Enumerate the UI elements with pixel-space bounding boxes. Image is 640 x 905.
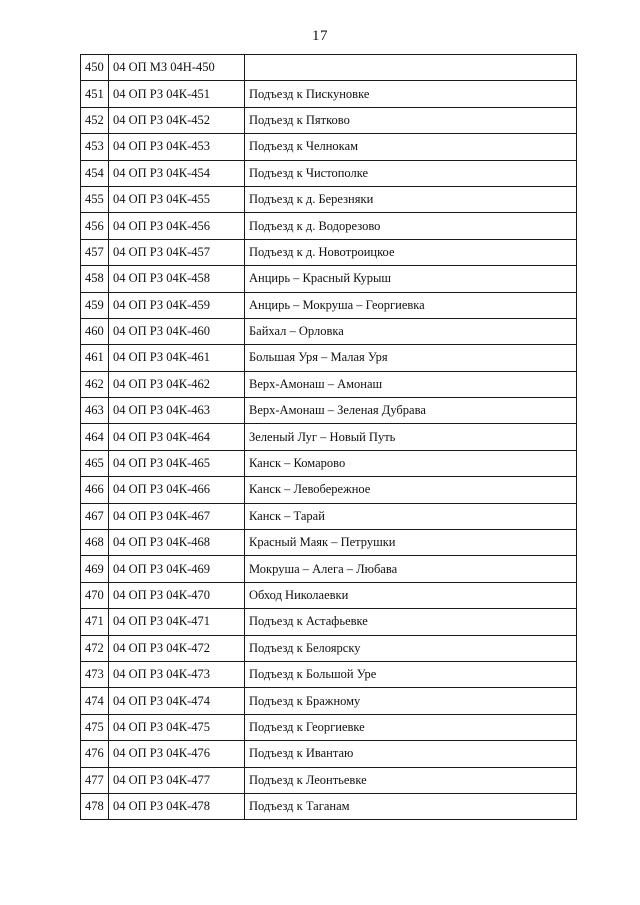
row-number-cell: 458 [81, 266, 109, 292]
roads-table-body [81, 55, 577, 820]
row-number-cell: 473 [81, 661, 109, 687]
table-row [81, 398, 577, 424]
road-code-cell: 04 ОП РЗ 04К-470 [109, 582, 245, 608]
road-name-cell: Подъезд к д. Березняки [245, 186, 577, 212]
road-code-cell: 04 ОП РЗ 04К-463 [109, 398, 245, 424]
row-number-cell: 462 [81, 371, 109, 397]
row-number-cell: 463 [81, 398, 109, 424]
road-name-cell: Обход Николаевки [245, 582, 577, 608]
row-number-cell: 478 [81, 793, 109, 819]
road-name-cell: Подъезд к Пискуновке [245, 81, 577, 107]
road-name-cell: Красный Маяк – Петрушки [245, 530, 577, 556]
road-code-cell: 04 ОП РЗ 04К-461 [109, 345, 245, 371]
road-name-cell: Подъезд к Бражному [245, 688, 577, 714]
road-name-cell [245, 55, 577, 81]
road-name-cell: Канск – Комарово [245, 450, 577, 476]
row-number-cell: 477 [81, 767, 109, 793]
road-code-cell: 04 ОП РЗ 04К-468 [109, 530, 245, 556]
road-code-cell: 04 ОП РЗ 04К-454 [109, 160, 245, 186]
road-name-cell: Верх-Амонаш – Амонаш [245, 371, 577, 397]
road-code-cell: 04 ОП РЗ 04К-460 [109, 318, 245, 344]
road-code-cell: 04 ОП РЗ 04К-469 [109, 556, 245, 582]
table-row [81, 741, 577, 767]
table-row [81, 688, 577, 714]
road-code-cell: 04 ОП РЗ 04К-476 [109, 741, 245, 767]
road-code-cell: 04 ОП РЗ 04К-455 [109, 186, 245, 212]
road-name-cell: Подъезд к Георгиевке [245, 714, 577, 740]
road-name-cell: Подъезд к Большой Уре [245, 661, 577, 687]
road-code-cell: 04 ОП РЗ 04К-465 [109, 450, 245, 476]
road-code-cell: 04 ОП МЗ 04Н-450 [109, 55, 245, 81]
row-number-cell: 453 [81, 134, 109, 160]
road-code-cell: 04 ОП РЗ 04К-458 [109, 266, 245, 292]
row-number-cell: 461 [81, 345, 109, 371]
row-number-cell: 454 [81, 160, 109, 186]
table-row [81, 477, 577, 503]
row-number-cell: 457 [81, 239, 109, 265]
table-row [81, 292, 577, 318]
row-number-cell: 466 [81, 477, 109, 503]
road-name-cell: Подъезд к Таганам [245, 793, 577, 819]
row-number-cell: 476 [81, 741, 109, 767]
road-name-cell: Мокруша – Алега – Любава [245, 556, 577, 582]
road-code-cell: 04 ОП РЗ 04К-452 [109, 107, 245, 133]
road-name-cell: Анцирь – Мокруша – Георгиевка [245, 292, 577, 318]
row-number-cell: 468 [81, 530, 109, 556]
road-name-cell: Подъезд к Астафьевке [245, 609, 577, 635]
road-code-cell: 04 ОП РЗ 04К-453 [109, 134, 245, 160]
road-name-cell: Подъезд к Пятково [245, 107, 577, 133]
table-row [81, 767, 577, 793]
road-code-cell: 04 ОП РЗ 04К-464 [109, 424, 245, 450]
row-number-cell: 470 [81, 582, 109, 608]
road-code-cell: 04 ОП РЗ 04К-451 [109, 81, 245, 107]
row-number-cell: 451 [81, 81, 109, 107]
table-row [81, 213, 577, 239]
table-row [81, 635, 577, 661]
road-code-cell: 04 ОП РЗ 04К-462 [109, 371, 245, 397]
road-name-cell: Канск – Левобережное [245, 477, 577, 503]
table-row [81, 318, 577, 344]
row-number-cell: 465 [81, 450, 109, 476]
table-row [81, 556, 577, 582]
road-name-cell: Подъезд к Чистополке [245, 160, 577, 186]
road-code-cell: 04 ОП РЗ 04К-467 [109, 503, 245, 529]
road-code-cell: 04 ОП РЗ 04К-474 [109, 688, 245, 714]
table-row [81, 793, 577, 819]
row-number-cell: 459 [81, 292, 109, 318]
roads-table [80, 54, 577, 820]
table-row [81, 661, 577, 687]
road-code-cell: 04 ОП РЗ 04К-473 [109, 661, 245, 687]
table-row [81, 266, 577, 292]
row-number-cell: 467 [81, 503, 109, 529]
road-code-cell: 04 ОП РЗ 04К-457 [109, 239, 245, 265]
road-code-cell: 04 ОП РЗ 04К-456 [109, 213, 245, 239]
road-name-cell: Подъезд к Леонтьевке [245, 767, 577, 793]
table-row [81, 450, 577, 476]
table-row [81, 582, 577, 608]
road-code-cell: 04 ОП РЗ 04К-477 [109, 767, 245, 793]
row-number-cell: 475 [81, 714, 109, 740]
road-name-cell: Канск – Тарай [245, 503, 577, 529]
road-name-cell: Подъезд к д. Водорезово [245, 213, 577, 239]
road-name-cell: Подъезд к Челнокам [245, 134, 577, 160]
road-name-cell: Большая Уря – Малая Уря [245, 345, 577, 371]
row-number-cell: 471 [81, 609, 109, 635]
road-name-cell: Верх-Амонаш – Зеленая Дубрава [245, 398, 577, 424]
road-name-cell: Байхал – Орловка [245, 318, 577, 344]
road-name-cell: Зеленый Луг – Новый Путь [245, 424, 577, 450]
table-row [81, 345, 577, 371]
table-row [81, 530, 577, 556]
road-code-cell: 04 ОП РЗ 04К-478 [109, 793, 245, 819]
road-name-cell: Подъезд к Белоярску [245, 635, 577, 661]
road-code-cell: 04 ОП РЗ 04К-475 [109, 714, 245, 740]
table-row [81, 160, 577, 186]
table-row [81, 186, 577, 212]
table-row [81, 239, 577, 265]
row-number-cell: 452 [81, 107, 109, 133]
row-number-cell: 474 [81, 688, 109, 714]
road-name-cell: Подъезд к д. Новотроицкое [245, 239, 577, 265]
road-name-cell: Подъезд к Ивантаю [245, 741, 577, 767]
table-row [81, 609, 577, 635]
table-row [81, 371, 577, 397]
page-number: 17 [312, 28, 328, 44]
row-number-cell: 469 [81, 556, 109, 582]
road-code-cell: 04 ОП РЗ 04К-466 [109, 477, 245, 503]
row-number-cell: 450 [81, 55, 109, 81]
table-row [81, 81, 577, 107]
row-number-cell: 460 [81, 318, 109, 344]
table-row [81, 134, 577, 160]
table-row [81, 107, 577, 133]
road-code-cell: 04 ОП РЗ 04К-472 [109, 635, 245, 661]
table-row [81, 714, 577, 740]
table-row [81, 424, 577, 450]
row-number-cell: 455 [81, 186, 109, 212]
row-number-cell: 472 [81, 635, 109, 661]
road-name-cell: Анцирь – Красный Курыш [245, 266, 577, 292]
row-number-cell: 456 [81, 213, 109, 239]
row-number-cell: 464 [81, 424, 109, 450]
road-code-cell: 04 ОП РЗ 04К-459 [109, 292, 245, 318]
table-row [81, 55, 577, 81]
road-code-cell: 04 ОП РЗ 04К-471 [109, 609, 245, 635]
table-row [81, 503, 577, 529]
